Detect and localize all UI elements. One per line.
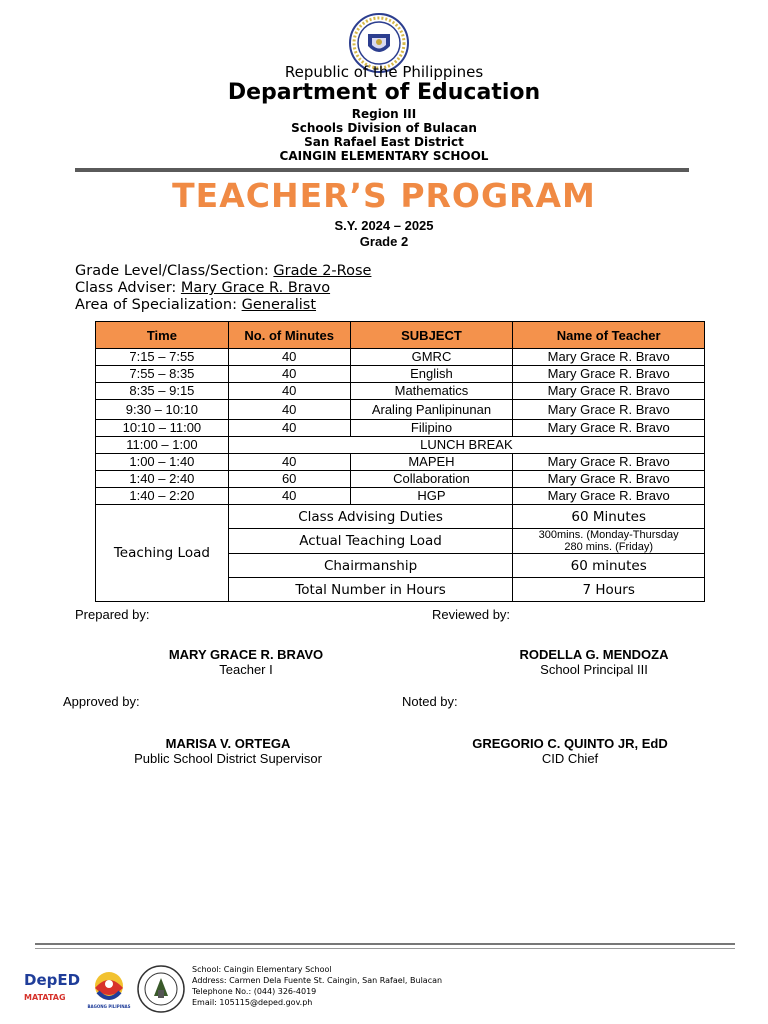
- actual-load-label: Actual Teaching Load: [228, 529, 513, 554]
- cell-time: 10:10 – 11:00: [96, 420, 229, 437]
- reviewed-title: School Principal III: [540, 662, 648, 677]
- cell-teacher: Mary Grace R. Bravo: [513, 383, 705, 400]
- header-minutes: No. of Minutes: [228, 322, 350, 349]
- reviewed-by-label: Reviewed by:: [432, 607, 511, 622]
- table-row: [96, 400, 705, 420]
- cell-time: 7:15 – 7:55: [96, 349, 229, 366]
- footer-telephone: Telephone No.: (044) 326-4019: [192, 987, 317, 996]
- header-divider: [75, 168, 689, 172]
- approved-name: MARISA V. ORTEGA: [165, 736, 291, 751]
- prepared-title: Teacher I: [219, 662, 273, 677]
- program-table: [95, 321, 705, 602]
- table-row: [96, 349, 705, 366]
- grade-label: Grade 2: [359, 234, 409, 249]
- cell-minutes: 60: [228, 471, 350, 488]
- prepared-name: MARY GRACE R. BRAVO: [168, 647, 324, 662]
- cell-time: 1:00 – 1:40: [96, 454, 229, 471]
- table-row: [96, 366, 705, 383]
- info-spec-value: Generalist: [241, 297, 317, 313]
- lunch-break-cell: LUNCH BREAK: [228, 437, 704, 454]
- cell-minutes: 40: [228, 349, 350, 366]
- approved-title: Public School District Supervisor: [134, 751, 322, 766]
- page-title: TEACHER’S PROGRAM: [172, 176, 596, 215]
- teaching-load-label: Teaching Load: [96, 505, 229, 602]
- header-republic: Republic of the Philippines: [284, 63, 484, 81]
- total-hours-value: 7 Hours: [513, 578, 705, 602]
- cell-minutes: 40: [228, 366, 350, 383]
- footer-contact: [192, 964, 442, 1008]
- cell-time: 8:35 – 9:15: [96, 383, 229, 400]
- table-row: [96, 488, 705, 505]
- cell-teacher: Mary Grace R. Bravo: [513, 454, 705, 471]
- approved-signature: [78, 736, 378, 766]
- cell-minutes: 40: [228, 488, 350, 505]
- noted-name: GREGORIO C. QUINTO JR, EdD: [472, 736, 668, 751]
- reviewed-name: RODELLA G. MENDOZA: [519, 647, 669, 662]
- info-grade-value: Grade 2-Rose: [273, 263, 372, 279]
- deped-matatag-logo: [24, 971, 81, 1012]
- chairmanship-value: 60 minutes: [513, 554, 705, 578]
- table-header-row: [96, 322, 705, 349]
- header-department: Department of Education: [227, 80, 541, 105]
- cell-time: 1:40 – 2:40: [96, 471, 229, 488]
- table-row: [96, 471, 705, 488]
- cell-subject: English: [350, 366, 513, 383]
- cell-teacher: Mary Grace R. Bravo: [513, 488, 705, 505]
- cell-subject: HGP: [350, 488, 513, 505]
- footer-divider-thin: [35, 948, 735, 949]
- footer-address: Address: Carmen Dela Fuente St. Caingin, San Rafael, Bulacan: [192, 976, 443, 985]
- teaching-load-row: [96, 505, 705, 529]
- cell-teacher: Mary Grace R. Bravo: [513, 349, 705, 366]
- footer-email: Email: 105115@deped.gov.ph: [192, 998, 313, 1007]
- school-year: S.Y. 2024 – 2025: [334, 218, 434, 233]
- header-teacher: Name of Teacher: [513, 322, 705, 349]
- header-time: Time: [96, 322, 229, 349]
- cell-teacher: Mary Grace R. Bravo: [513, 420, 705, 437]
- header-region: Region III: [351, 107, 417, 121]
- table-row: [96, 383, 705, 400]
- footer-divider: [35, 943, 735, 945]
- noted-by-label: Noted by:: [402, 694, 458, 709]
- cell-subject: Mathematics: [350, 383, 513, 400]
- cell-subject: GMRC: [350, 349, 513, 366]
- prepared-signature: [96, 647, 396, 677]
- header-district: San Rafael East District: [304, 135, 464, 149]
- cell-minutes: 40: [228, 420, 350, 437]
- header-subject: SUBJECT: [350, 322, 513, 349]
- footer-school: School: Caingin Elementary School: [192, 965, 332, 974]
- cell-subject: Filipino: [350, 420, 513, 437]
- table-row-lunch: [96, 437, 705, 454]
- cell-subject: Araling Panlipinunan: [350, 400, 513, 420]
- actual-load-value: [513, 529, 705, 554]
- advising-duties-value: 60 Minutes: [513, 505, 705, 529]
- info-grade-level: [75, 263, 371, 279]
- approved-by-label: Approved by:: [63, 694, 140, 709]
- advising-duties-label: Class Advising Duties: [228, 505, 513, 529]
- total-hours-label: Total Number in Hours: [228, 578, 513, 602]
- cell-subject: Collaboration: [350, 471, 513, 488]
- info-spec-label: Area of Specialization:: [75, 297, 242, 313]
- cell-minutes: 40: [228, 454, 350, 471]
- cell-teacher: Mary Grace R. Bravo: [513, 471, 705, 488]
- info-specialization: [75, 297, 316, 313]
- chairmanship-label: Chairmanship: [228, 554, 513, 578]
- cell-time: 1:40 – 2:20: [96, 488, 229, 505]
- reviewed-signature: [444, 647, 744, 677]
- noted-signature: [420, 736, 720, 766]
- cell-minutes: 40: [228, 383, 350, 400]
- table-row: [96, 454, 705, 471]
- info-adviser: [75, 280, 330, 296]
- noted-title: CID Chief: [541, 751, 599, 766]
- info-adviser-label: Class Adviser:: [75, 280, 181, 296]
- cell-subject: MAPEH: [350, 454, 513, 471]
- info-grade-label: Grade Level/Class/Section:: [75, 263, 274, 279]
- actual-load-line1: 300mins. (Monday-Thursday: [538, 529, 679, 541]
- cell-teacher: Mary Grace R. Bravo: [513, 366, 705, 383]
- bagong-pilipinas-text: BAGONG PILIPINAS: [87, 1004, 131, 1009]
- cell-time: 11:00 – 1:00: [96, 437, 229, 454]
- actual-load-line2: 280 mins. (Friday): [564, 541, 653, 553]
- cell-time: 7:55 – 8:35: [96, 366, 229, 383]
- header-school: CAINGIN ELEMENTARY SCHOOL: [279, 149, 489, 163]
- cell-teacher: Mary Grace R. Bravo: [513, 400, 705, 420]
- info-adviser-value: Mary Grace R. Bravo: [180, 280, 331, 296]
- prepared-by-label: Prepared by:: [75, 607, 150, 622]
- cell-time: 9:30 – 10:10: [96, 400, 229, 420]
- matatag-logo-text: MATATAG: [24, 993, 66, 1002]
- table-row: [96, 420, 705, 437]
- header-division: Schools Division of Bulacan: [291, 121, 477, 135]
- school-seal-icon: [136, 964, 186, 1014]
- deped-logo-text: DepED: [24, 971, 81, 989]
- cell-minutes: 40: [228, 400, 350, 420]
